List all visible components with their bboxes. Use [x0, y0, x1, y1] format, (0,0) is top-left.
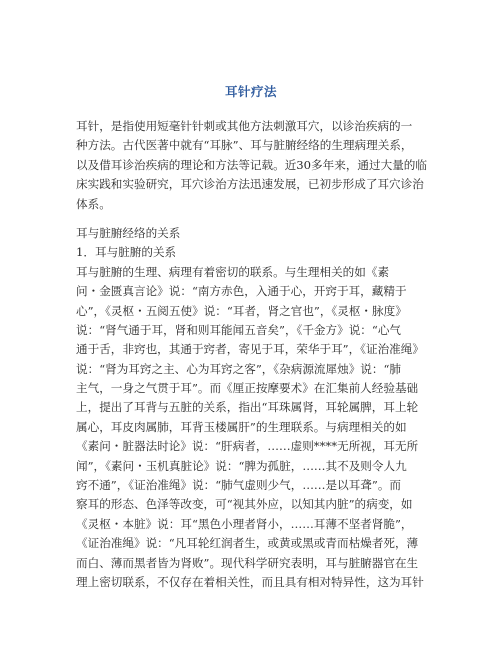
paragraph-ear-organs	[76, 263, 430, 593]
document-title: 耳针疗法	[224, 84, 277, 99]
text-line: 体系。	[76, 196, 111, 211]
document-body	[76, 117, 430, 592]
text-line: 床实践和实验研究，耳穴诊治方法迅速发展，已初步形成了耳穴诊治	[76, 177, 424, 192]
text-line: 问・金匮真言论》说：“南方赤色，入通于心，开窍于耳，藏精于	[76, 284, 407, 299]
text-line: 耳与脏腑的生理、病理有着密切的联系。与生理相关的如《素	[76, 264, 390, 279]
text-line: 以及借耳诊治疾病的理论和方法等记载。近30多年来，通过大量的临	[76, 157, 427, 172]
text-line: 闻”，《素问・玉机真脏论》说：“脾为孤脏，……其不及则令人九	[76, 458, 407, 473]
text-line: 心”，《灵枢・五阅五使》说：“耳者，肾之官也”，《灵枢・脉度》	[76, 303, 407, 318]
paragraph-gap	[76, 214, 430, 224]
text-line: 《灵枢・本脏》说：耳“黑色小理者肾小，……耳薄不坚者肾脆”，	[76, 516, 413, 531]
text-line: 通于舌，非窍也，其通于窍者，寄见于耳，荣华于耳”，《证治准绳》	[76, 342, 424, 357]
text-line: 属心，耳皮肉属肺，耳背玉楼属肝”的生理联系。与病理相关的如	[76, 419, 407, 434]
text-line: 说：“肾为耳窍之主、心为耳窍之客”，《杂病源流犀烛》说：“肺	[76, 361, 402, 376]
text-line: 《证治准绳》说：“凡耳轮红润者生，或黄或黑或青而枯燥者死，薄	[76, 536, 419, 551]
text-line: 而白、薄而黑者皆为肾败”。现代科学研究表明，耳与脏腑器官在生	[76, 555, 419, 570]
text-line: 察耳的形态、色泽等改变，可“视其外应，以知其内脏”的病变，如	[76, 497, 413, 512]
paragraph-intro	[76, 117, 430, 214]
text-line: 主气，一身之气贯于耳”。而《厘正按摩要术》在汇集前人经验基础	[76, 381, 419, 396]
text-line: 耳针，是指使用短毫针针刺或其他方法刺激耳穴，以诊治疾病的一	[76, 119, 413, 133]
text-line: 上，提出了耳背与五脏的关系，指出“耳珠属肾，耳轮属脾，耳上轮	[76, 400, 419, 415]
text-line: 《素问・脏器法时论》说：“肝病者，……虚则****无所视，耳无所	[76, 439, 419, 454]
subsection-heading: 1．耳与脏腑的关系	[76, 245, 177, 260]
text-line: 理上密切联系，不仅存在着相关性，而且具有相对特异性，这为耳针	[76, 574, 424, 589]
text-line: 种方法。古代医著中就有“耳脉”、耳与脏腑经络的生理病理关系，	[76, 138, 413, 153]
text-line: 窍不通”，《证治准绳》说：“肺气虚则少气，……是以耳聋”。而	[76, 478, 402, 493]
section-heading: 耳与脏腑经络的关系	[76, 225, 181, 240]
text-line: 说：“肾气通于耳，肾和则耳能闻五音矣”，《千金方》说：“心气	[76, 322, 402, 337]
